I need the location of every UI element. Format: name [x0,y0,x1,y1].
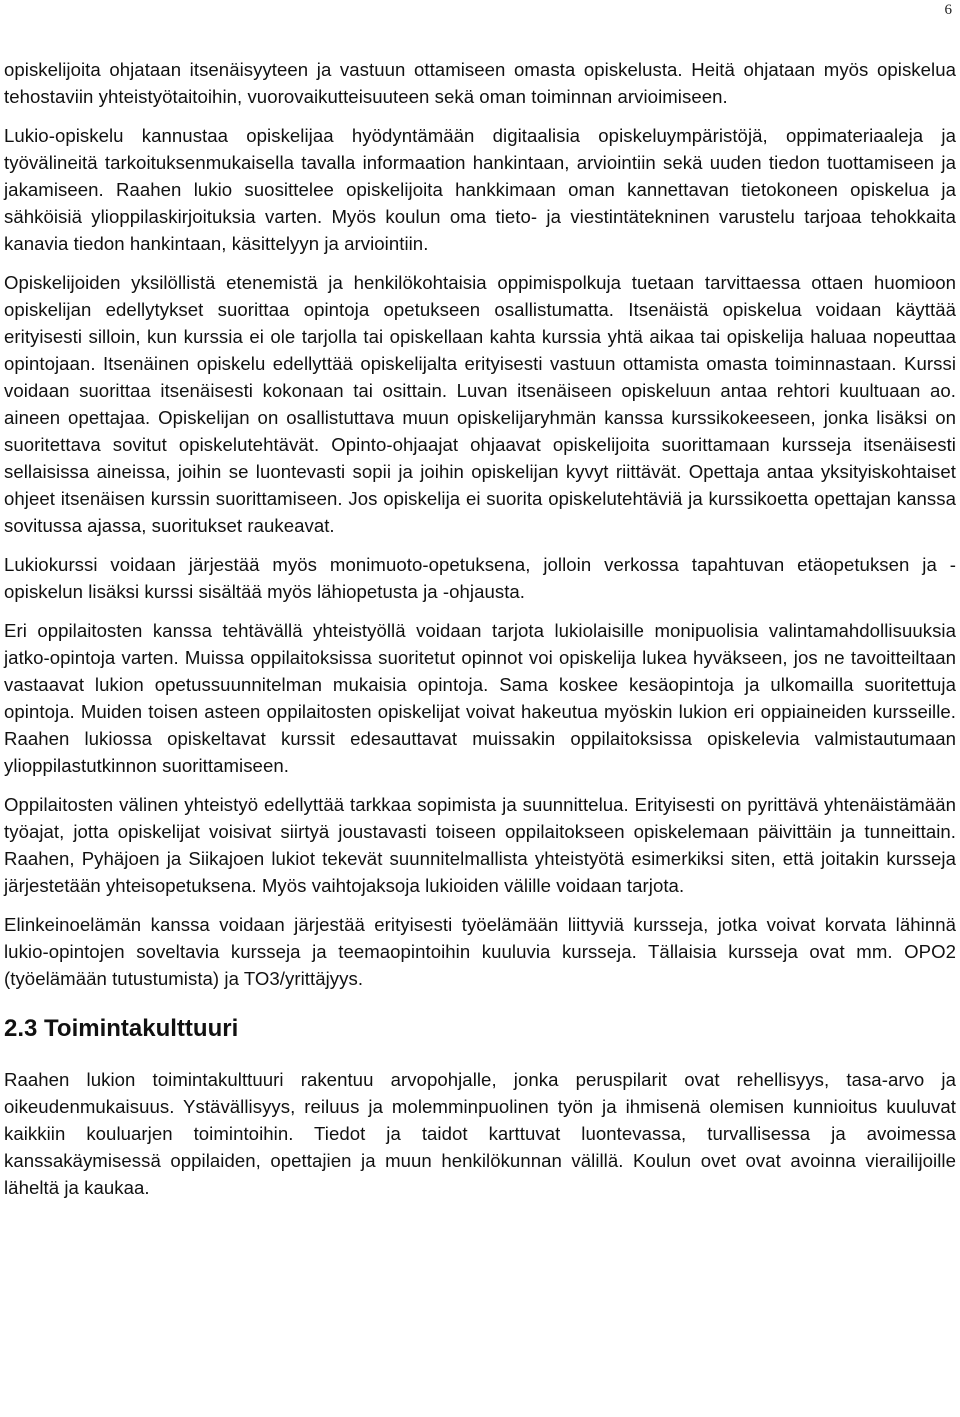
paragraph-blended-learning: Lukiokurssi voidaan järjestää myös monimuoto-opetuksena, jolloin verkossa tapahtuvan etäopetuksen ja -opiskelun lisäksi kurssi sisältää myös lähiopetusta ja -ohjausta. [4,554,956,602]
paragraph-individual-progress: Opiskelijoiden yksilöllistä etenemistä ja henkilökohtaisia oppimispolkuja tuetaan tarvittaessa ottaen huomioon opiskelijan edellytykset suorittaa opintoja opetukseen osallistumatta. Itsenäistä opiskelua voidaan käyttää erityisesti silloin, kun kurssia ei ole tarjolla tai opiskellaan kahta kurssia yhtä aikaa tai opiskelija haluaa nopeuttaa opintojaan. Itsenäinen opiskelu edellyttää opiskelijalta erityisesti vastuun ottamista omasta toiminnastaan. Kurssi voidaan suorittaa itsenäisesti kokonaan tai osittain. Luvan itsenäiseen opiskeluun antaa rehtori kuultuaan ao. aineen opettajaa. Opiskelijan on osallistuttava muun opiskelijaryhmän kanssa kurssikokeeseen, jonka lisäksi on suoritettava sovitut opiskelutehtävät. Opinto-ohjaajat ohjaavat opiskelijoita suorittamaan kursseja itsenäisesti sellaisissa aineissa, joihin se luontevasti sopii ja joihin opiskelijan kyvyt riittävät. Opettaja antaa yksityiskohtaiset ohjeet itsenäisen kurssin suorittamiseen. Jos opiskelija ei suorita opiskelutehtäviä ja kurssikoetta opettajan kanssa sovitussa ajassa, suoritukset raukeavat. [4,272,956,536]
section-heading: 2.3 Toimintakulttuuri [4,1015,239,1042]
paragraph-self-directed-study: opiskelijoita ohjataan itsenäisyyteen ja vastuun ottamiseen omasta opiskelusta. Heitä ohjataan myös opiskelua tehostaviin yhteistyötaitoihin, vuorovaikutteisuuteen sekä oman toiminnan arvioimiseen. [4,59,956,107]
paragraph-institution-cooperation: Eri oppilaitosten kanssa tehtävällä yhteistyöllä voidaan tarjota lukiolaisille monipuolisia valintamahdollisuuksia jatko-opintoja varten. Muissa oppilaitoksissa suoritetut opinnot voi opiskelija lukea hyväkseen, jos ne tavoitteiltaan vastaavat lukion opetussuunnitelman mukaisia opintoja. Sama koskee kesäopintoja ja ulkomailla suoritettuja opintoja. Muiden toisen asteen oppilaitosten opiskelijat voivat hakeutua myöskin lukion eri oppiaineiden kursseille. Raahen lukiossa opiskeltavat kurssit edesauttavat muissakin oppilaitoksissa opiskelevia valmistautumaan ylioppilastutkinnon suorittamiseen. [4,620,956,776]
page-content [4,56,956,1213]
paragraph-working-life: Elinkeinoelämän kanssa voidaan järjestää erityisesti työelämään liittyviä kursseja, jotka voivat korvata lähinnä lukio-opintojen soveltavia kursseja ja teemaopintoihin kuuluvia kursseja. Tällaisia kursseja ovat mm. OPO2 (työelämään tutustumista) ja TO3/yrittäjyys. [4,914,956,989]
paragraph-cooperation-planning: Oppilaitosten välinen yhteistyö edellyttää tarkkaa sopimista ja suunnittelua. Erityisesti on pyrittävä yhtenäistämään työajat, jotta opiskelijat voisivat siirtyä joustavasti toiseen oppilaitokseen opiskelemaan päivittäin ja tunneittain. Raahen, Pyhäjoen ja Siikajoen lukiot tekevät suunnitelmallista yhteistyötä esimerkiksi siten, että joitakin kursseja järjestetään yhteisopetuksena. Myös vaihtojaksoja lukioiden välille voidaan tarjota. [4,794,956,896]
paragraph-digital-learning: Lukio-opiskelu kannustaa opiskelijaa hyödyntämään digitaalisia opiskeluympäristöjä, oppimateriaaleja ja työvälineitä tarkoituksenmukaisella tavalla informaation hankintaan, arviointiin sekä uuden tiedon tuottamiseen ja jakamiseen. Raahen lukio suosittelee opiskelijoita hankkimaan oman kannettavan tietokoneen opiskelua ja sähköisiä ylioppilaskirjoituksia varten. Myös koulun oma tieto- ja viestintätekninen varustelu tarjoaa tehokkaita kanavia tiedon hankintaan, käsittelyyn ja arviointiin. [4,125,956,254]
page-number: 6 [944,2,952,18]
paragraph-school-culture: Raahen lukion toimintakulttuuri rakentuu arvopohjalle, jonka peruspilarit ovat rehellisyys, tasa-arvo ja oikeudenmukaisuus. Ystävällisyys, reiluus ja molemminpuolinen työn ja ihmisenä olemisen kunnioitus kuuluvat kaikkiin kouluarjen toimintoihin. Tiedot ja taidot karttuvat luontevassa, turvallisessa ja avoimessa kanssakäymisessä oppilaiden, opettajien ja muun henkilökunnan välillä. Koulun ovet ovat avoinna vierailijoille läheltä ja kaukaa. [4,1069,956,1198]
